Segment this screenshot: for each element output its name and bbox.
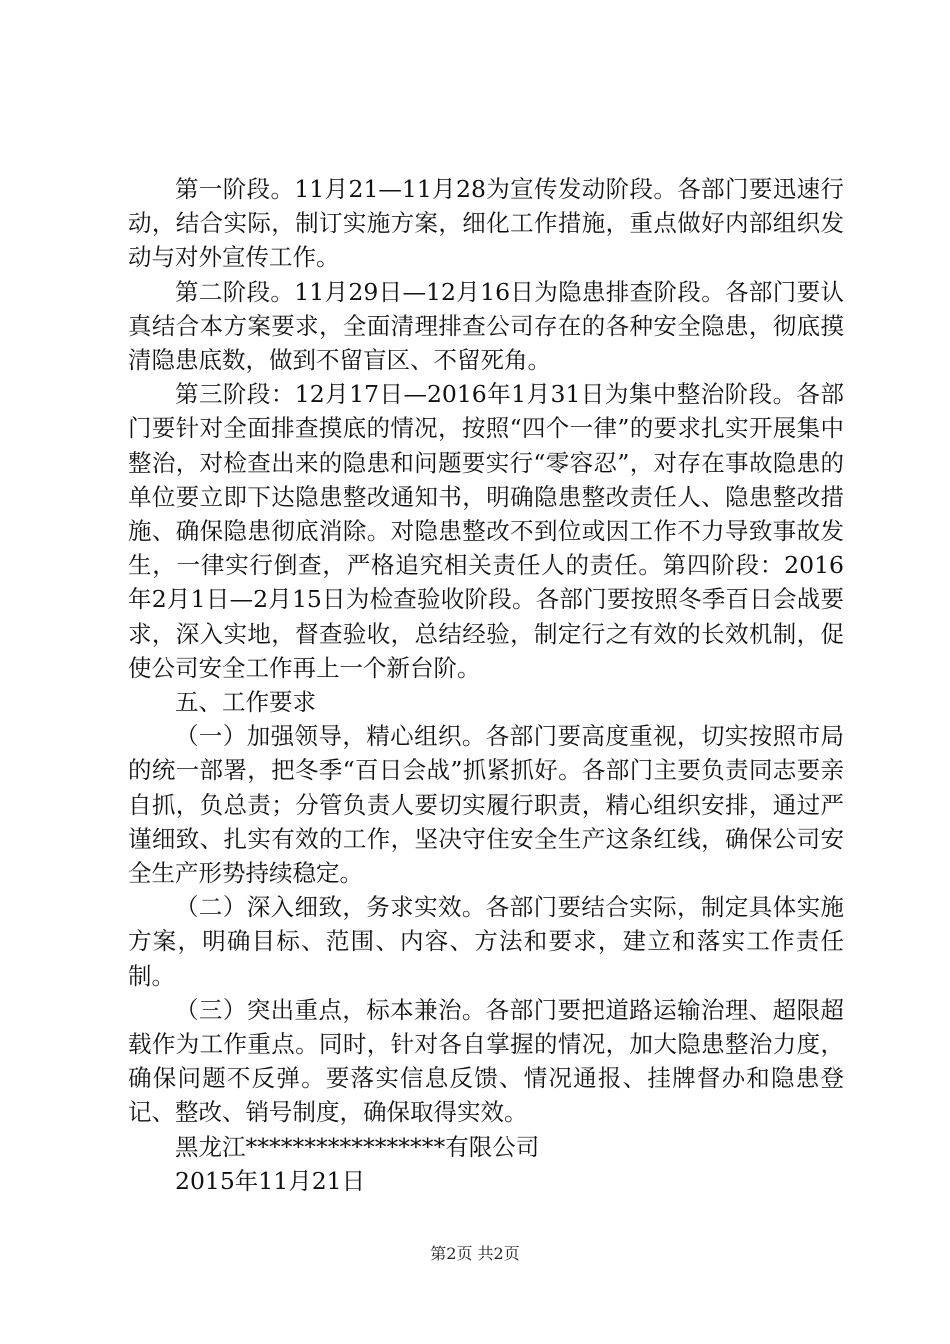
paragraph-stage-three-four: 第三阶段：12月17日—2016年1月31日为集中整治阶段。各部门要针对全面排查摸底的情况，按照“四个一律”的要求扎实开展集中整治，对检查出来的隐患和问题要实行“零容忍”，对存在事故隐患的单位要立即下达隐患整改通知书，明确隐患整改责任人、隐患整改措施、确保隐患彻底消除。对隐患整改不到位或因工作不力导致事故发生，一律实行倒查，严格追究相关责任人的责任。第四阶段：2016年2月1日—2月15日为检查验收阶段。各部门要按照冬季百日会战要求，深入实地，督查验收，总结经验，制定行之有效的长效机制，促使公司安全工作再上一个新台阶。: [128, 380, 844, 682]
signature-company: 黑龙江*****************有限公司: [175, 1132, 540, 1161]
paragraph-requirement-one: （一）加强领导，精心组织。各部门要高度重视，切实按照市局的统一部署，把冬季“百日会战”抓紧抓好。各部门主要负责同志要亲自抓，负总责；分管负责人要切实履行职责，精心组织安排，通过严谨细致、扎实有效的工作，坚决守住安全生产这条红线，确保公司安全生产形势持续稳定。: [128, 722, 844, 888]
paragraph-stage-one: 第一阶段。11月21—11月28为宣传发动阶段。各部门要迅速行动，结合实际，制订实施方案，细化工作措施，重点做好内部组织发动与对外宣传工作。: [128, 175, 844, 272]
paragraph-stage-two: 第二阶段。11月29日—12月16日为隐患排查阶段。各部门要认真结合本方案要求，全面清理排查公司存在的各种安全隐患，彻底摸清隐患底数，做到不留盲区、不留死角。: [128, 277, 844, 375]
page-number-footer: 第2页 共2页: [430, 1244, 520, 1263]
document-body: [128, 172, 844, 1198]
paragraph-requirement-three: （三）突出重点，标本兼治。各部门要把道路运输治理、超限超载作为工作重点。同时，针对各自掌握的情况，加大隐患整治力度，确保问题不反弹。要落实信息反馈、情况通报、挂牌督办和隐患登记、整改、销号制度，确保取得实效。: [128, 995, 844, 1127]
paragraph-requirement-two: （二）深入细致，务求实效。各部门要结合实际，制定具体实施方案，明确目标、范围、内容、方法和要求，建立和落实工作责任制。: [128, 893, 844, 990]
section-heading-work-requirements: 五、工作要求: [175, 688, 316, 717]
signature-date: 2015年11月21日: [175, 1166, 366, 1195]
